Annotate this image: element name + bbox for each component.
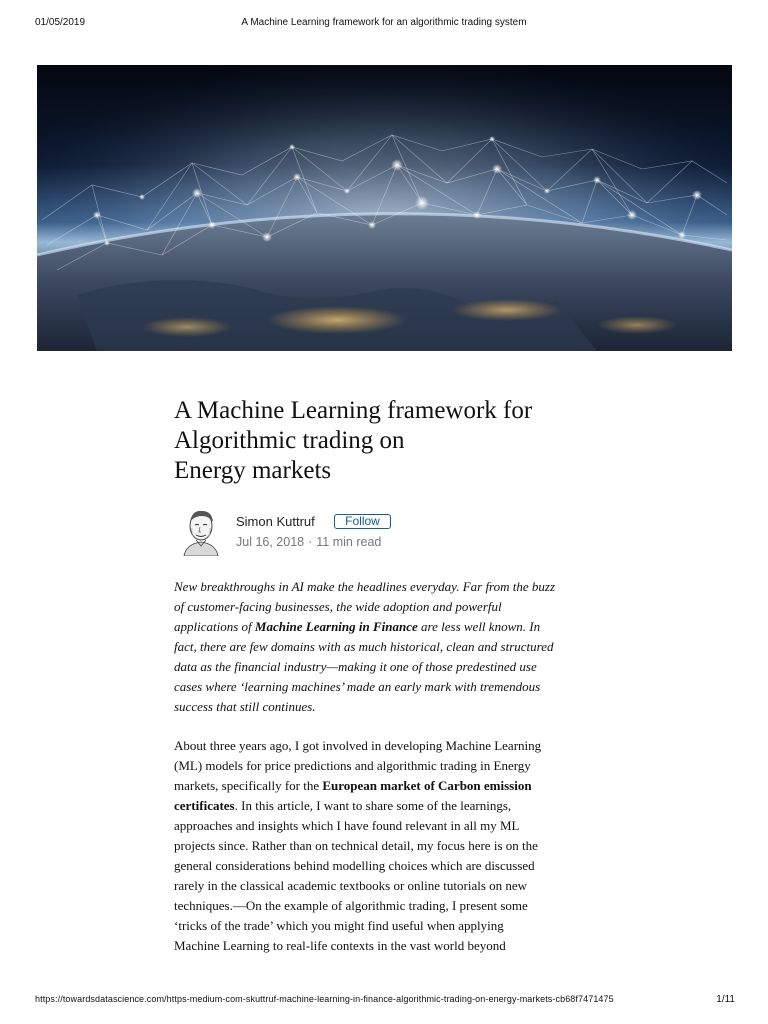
text-line: success that still continues.: [174, 699, 316, 714]
text-line: rarely in the classical academic textbooks or online tutorials on new: [174, 878, 528, 893]
article-title: [174, 396, 604, 486]
body-paragraph: [174, 736, 594, 956]
text-line: techniques.—On the example of algorithmic trading, I present some: [174, 898, 528, 913]
title-line: Algorithmic trading on: [174, 427, 405, 454]
text-line: of customer-facing businesses, the wide adoption and powerful: [174, 599, 502, 614]
text-line: projects since. Rather than on technical detail, my focus here is on the: [174, 838, 538, 853]
print-header: [0, 17, 768, 31]
author-name[interactable]: Simon Kuttruf: [236, 514, 315, 529]
print-page-title: A Machine Learning framework for an algorithmic trading system: [241, 17, 527, 28]
text-line: general considerations behind modelling choices which are discussed: [174, 858, 535, 873]
page-url[interactable]: https://towardsdatascience.com/https-medium-com-skuttruf-machine-learning-in-finance-algorithmic-trading-on-energy-markets-cb68f7471475: [35, 994, 614, 1004]
title-line: Energy markets: [174, 457, 332, 484]
text-line: certificates. In this article, I want to share some of the learnings,: [174, 798, 512, 813]
bold-phrase: Machine Learning in Finance: [254, 619, 418, 634]
text-line: fact, there are few domains with as much historical, clean and structured: [174, 639, 554, 654]
text-line: (ML) models for price predictions and algorithmic trading in Energy: [174, 758, 531, 773]
text-line: Machine Learning to real-life contexts in the vast world beyond: [174, 938, 506, 953]
intro-paragraph: [174, 577, 594, 717]
author-portrait: [178, 506, 224, 556]
text-line: cases where ‘learning machines’ made an early mark with tremendous: [174, 679, 541, 694]
follow-button[interactable]: Follow: [334, 514, 391, 529]
text-line: approaches and insights which I have found relevant in all my ML: [174, 818, 520, 833]
read-time: 11 min read: [316, 535, 382, 549]
bold-phrase: European market of Carbon emission: [322, 778, 532, 793]
text-line: data as the financial industry—making it one of those predestined use: [174, 659, 537, 674]
title-line: A Machine Learning framework for: [174, 397, 533, 424]
text-line: markets, specifically for the European market of Carbon emission: [174, 778, 532, 793]
text-line: New breakthroughs in AI make the headlines everyday. Far from the buzz: [174, 579, 556, 594]
avatar[interactable]: [178, 506, 224, 556]
print-footer: [0, 994, 768, 1008]
article-meta: [236, 535, 381, 549]
meta-separator: ·: [308, 535, 313, 549]
earth-network-image: [37, 65, 732, 351]
print-date: 01/05/2019: [35, 17, 86, 28]
hero-image: [37, 65, 732, 351]
text-line: applications of Machine Learning in Finance are less well known. In: [174, 619, 541, 634]
author-byline: [178, 506, 598, 558]
bold-phrase: certificates: [174, 798, 235, 813]
page-number: 1/11: [716, 994, 735, 1005]
text-line: About three years ago, I got involved in developing Machine Learning: [174, 738, 542, 753]
text-line: ‘tricks of the trade’ which you might find useful when applying: [174, 918, 504, 933]
publish-date: Jul 16, 2018: [236, 535, 305, 549]
